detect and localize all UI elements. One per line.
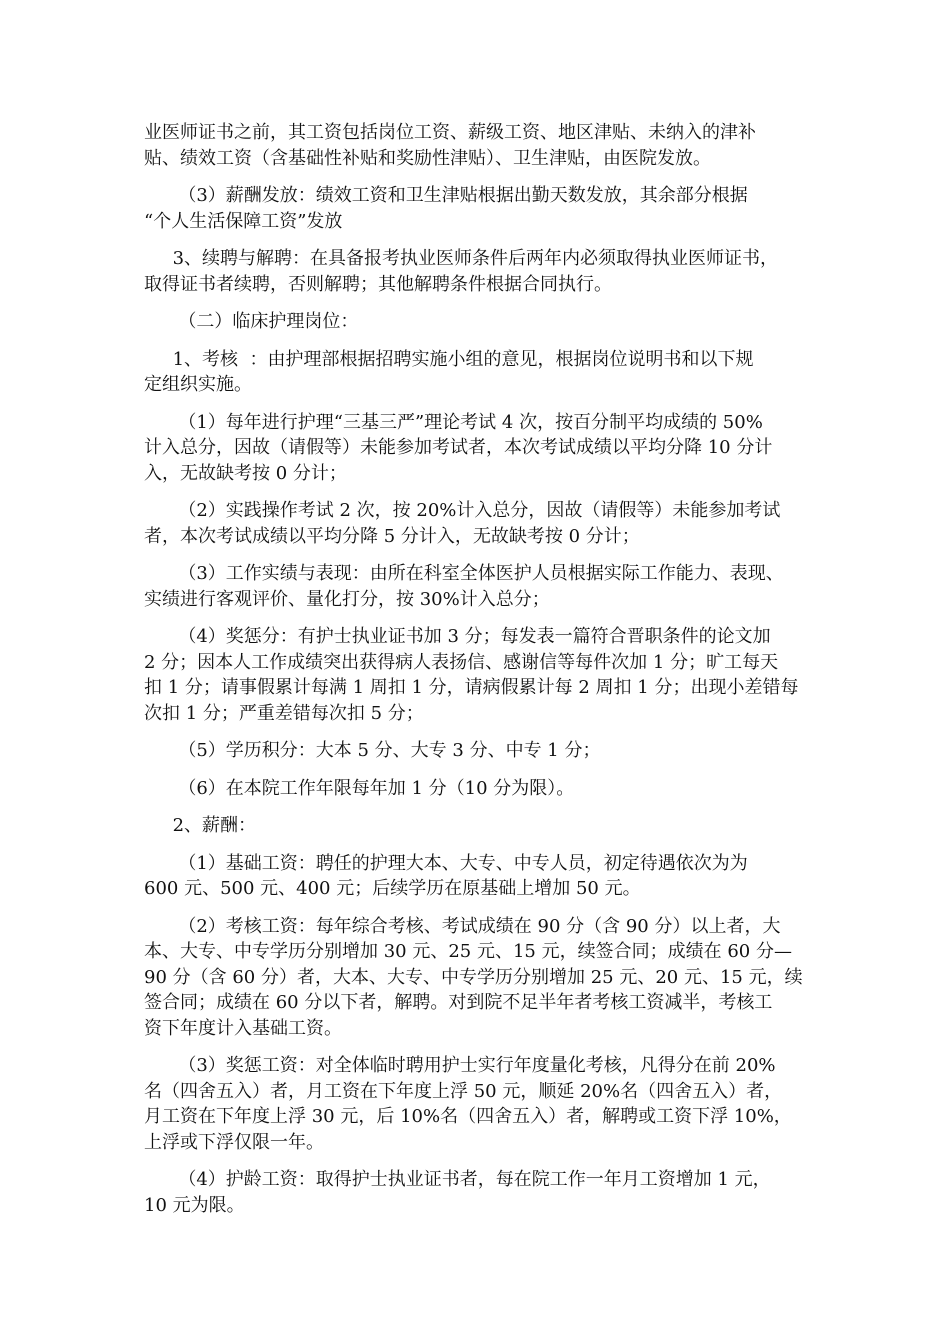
paragraph (144, 120, 824, 171)
text-line: （2）考核工资：每年综合考核、考试成绩在 90 分（含 90 分）以上者，大 (144, 915, 781, 937)
text-line: 2 分；因本人工作成绩突出获得病人表扬信、感谢信等每件次加 1 分；旷工每天 (144, 651, 779, 673)
text-line: 定组织实施。 (144, 374, 252, 395)
text-line: 本、大专、中专学历分别增加 30 元、25 元、15 元，续签合同；成绩在 60 分— (144, 941, 792, 962)
text-line: （4）奖惩分：有护士执业证书加 3 分；每发表一篇符合晋职条件的论文加 (144, 626, 771, 647)
text-line: （3）薪酬发放：绩效工资和卫生津贴根据出勤天数发放，其余部分根据 (144, 185, 748, 206)
text-line: 扣 1 分；请事假累计每满 1 周扣 1 分，请病假累计每 2 周扣 1 分；出现小差错每 (144, 677, 799, 698)
paragraph (144, 183, 824, 234)
paragraph (144, 624, 824, 726)
paragraph (144, 309, 824, 335)
text-line: （1）基础工资：聘任的护理大本、大专、中专人员，初定待遇依次为为 (144, 852, 748, 874)
text-line: 签合同；成绩在 60 分以下者，解聘。对到院不足半年者考核工资减半，考核工 (144, 992, 773, 1013)
text-line: （1）每年进行护理“三基三严”理论考试 4 次，按百分制平均成绩的 50% (144, 411, 763, 433)
paragraph (144, 914, 824, 1042)
text-line: 资下年度计入基础工资。 (144, 1017, 342, 1039)
paragraph (144, 1053, 824, 1155)
paragraph (144, 347, 824, 398)
text-line: （3）奖惩工资：对全体临时聘用护士实行年度量化考核，凡得分在前 20% (144, 1055, 776, 1076)
text-line: （5）学历积分：大本 5 分、大专 3 分、中专 1 分； (144, 740, 601, 761)
paragraph (144, 498, 824, 549)
paragraph (144, 246, 824, 297)
text-line: （二）临床护理岗位： (144, 311, 359, 332)
text-line: （4）护龄工资：取得护士执业证书者，每在院工作一年月工资增加 1 元， (144, 1169, 771, 1190)
paragraph (144, 410, 824, 487)
text-line: 月工资在下年度上浮 30 元，后 10%名（四舍五入）者，解聘或工资下浮 10%， (144, 1106, 792, 1127)
paragraph (144, 1167, 824, 1218)
text-line: （6）在本院工作年限每年加 1 分（10 分为限）。 (144, 777, 575, 799)
text-line: 10 元为限。 (144, 1194, 245, 1216)
text-line: 实绩进行客观评价、量化打分，按 30%计入总分； (144, 588, 550, 610)
text-line: “个人生活保障工资”发放 (144, 210, 343, 232)
text-line: 业医师证书之前，其工资包括岗位工资、薪级工资、地区津贴、未纳入的津补 (144, 122, 756, 143)
text-line: 入，无故缺考按 0 分计； (144, 462, 347, 484)
text-line: 1、考核 ：由护理部根据招聘实施小组的意见，根据岗位说明书和以下规 (144, 348, 754, 370)
paragraph (144, 851, 824, 902)
paragraph (144, 561, 824, 612)
text-line: 取得证书者续聘，否则解聘；其他解聘条件根据合同执行。 (144, 273, 612, 295)
paragraph (144, 776, 824, 802)
text-line: 上浮或下浮仅限一年。 (144, 1131, 324, 1153)
text-line: 计入总分，因故（请假等）未能参加考试者，本次考试成绩以平均分降 10 分计 (144, 437, 773, 458)
text-line: 3、续聘与解聘：在具备报考执业医师条件后两年内必须取得执业医师证书， (144, 248, 779, 269)
text-line: 名（四舍五入）者，月工资在下年度上浮 50 元，顺延 20%名（四舍五入）者， (144, 1080, 783, 1102)
text-line: 次扣 1 分；严重差错每次扣 5 分； (144, 702, 424, 724)
paragraph (144, 738, 824, 764)
text-line: （2）实践操作考试 2 次，按 20%计入总分，因故（请假等）未能参加考试 (144, 500, 781, 521)
text-line: 2、薪酬： (144, 815, 257, 836)
text-line: 90 分（含 60 分）者，大本、大专、中专学历分别增加 25 元、20 元、15 元，续 (144, 966, 803, 988)
text-line: （3）工作实绩与表现：由所在科室全体医护人员根据实际工作能力、表现、 (144, 563, 784, 584)
text-line: 600 元、500 元、400 元；后续学历在原基础上增加 50 元。 (144, 878, 641, 899)
text-line: 者，本次考试成绩以平均分降 5 分计入，无故缺考按 0 分计； (144, 525, 640, 547)
paragraph (144, 813, 824, 839)
document-page (144, 120, 824, 1230)
text-line: 贴、绩效工资（含基础性补贴和奖励性津贴）、卫生津贴，由医院发放。 (144, 147, 711, 169)
